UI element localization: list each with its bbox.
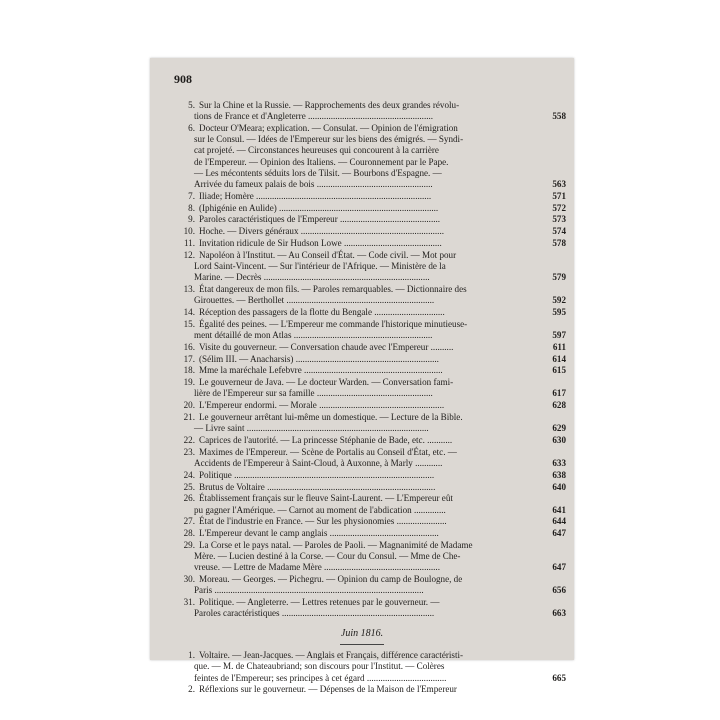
toc-entry-text: sur le Consul. — Idées de l'Empereur sur les biens des émigrés. — Syndi- bbox=[194, 134, 464, 145]
toc-entry bbox=[177, 684, 549, 695]
toc-entry-line bbox=[177, 261, 549, 272]
toc-entry-line bbox=[177, 203, 549, 214]
toc-entry bbox=[177, 400, 566, 411]
toc-entry-line bbox=[177, 365, 549, 376]
toc-entry-line bbox=[177, 111, 549, 122]
toc-entry-page: 558 bbox=[552, 111, 566, 122]
toc-entry-text: Le gouverneur arrêtant lui-même un domestique. — Lecture de la Bible. bbox=[199, 412, 463, 422]
toc-entry-page: 644 bbox=[552, 516, 566, 527]
toc-entry-line bbox=[177, 100, 549, 111]
toc-entry bbox=[177, 123, 566, 190]
toc-entry-text: La Corse et le pays natal. — Paroles de Paoli. — Magnanimité de Madame bbox=[199, 540, 473, 550]
toc-entry-page: 574 bbox=[552, 226, 566, 237]
toc-entry-text: Iliade; Homère ............................................................................. bbox=[199, 190, 432, 201]
toc-entry-number: 20. bbox=[183, 400, 195, 411]
toc-entry-page: 578 bbox=[552, 238, 566, 248]
toc-entry-text: (Iphigénie en Aulide) ...................................................................... bbox=[199, 202, 439, 213]
toc-entry-page: 573 bbox=[552, 214, 566, 225]
toc-entry-line bbox=[177, 458, 549, 469]
toc-entry-number: 30. bbox=[183, 574, 195, 585]
toc-entry-text: de l'Empereur. — Opinion des Italiens. — Couronnement par le Pape. bbox=[194, 156, 449, 167]
toc-entry bbox=[177, 341, 566, 353]
toc-entry-page: 656 bbox=[552, 585, 566, 596]
toc-entry-line bbox=[177, 400, 549, 411]
toc-entry-line bbox=[177, 342, 549, 353]
toc-entry-line bbox=[177, 214, 549, 225]
toc-entry bbox=[177, 353, 566, 365]
toc-entry-line bbox=[177, 226, 549, 237]
toc-entry-line bbox=[177, 551, 549, 562]
toc-entry-text: Politique. — Angleterre. — Lettres retenues par le gouverneur. — bbox=[199, 597, 440, 608]
toc-entry-text: Caprices de l'autorité. — La princesse Stéphanie de Bade, etc. ........... bbox=[199, 435, 453, 445]
toc-entry-text: vreuse. — Lettre de Madame Mère ................................................... bbox=[194, 562, 440, 573]
toc-entry-text: Voltaire. — Jean-Jacques. — Anglais et Français, différence caractéristi- bbox=[199, 650, 464, 661]
toc-entry-line bbox=[177, 319, 549, 330]
toc-entry-page: 628 bbox=[552, 400, 566, 411]
toc-entry-number: 2. bbox=[188, 684, 195, 695]
toc-entry-text: Établissement français sur le fleuve Saint-Laurent. — L'Empereur eût bbox=[199, 493, 453, 504]
toc-entry-text: Égalité des peines. — L'Empereur me commande l'historique minutieuse- bbox=[199, 318, 468, 329]
toc-entry-text: tions de France et d'Angleterre ....................................................... bbox=[194, 111, 434, 122]
toc-entry bbox=[177, 249, 566, 284]
toc-entry bbox=[177, 284, 566, 306]
toc-entry bbox=[177, 516, 566, 527]
toc-entry-number: 17. bbox=[183, 353, 195, 364]
toc-entry-line bbox=[177, 145, 549, 156]
toc-entry-text: Paroles caractéristiques de l'Empereur ............................................ bbox=[199, 214, 441, 225]
toc-entry-page: 615 bbox=[552, 365, 566, 376]
toc-entry bbox=[177, 650, 566, 684]
toc-entry-number: 23. bbox=[183, 446, 195, 457]
toc-entry-page: 633 bbox=[552, 458, 566, 468]
toc-entry-text: cat projeté. — Circonstances heureuses qui concourent à la carrière bbox=[194, 145, 439, 156]
month-heading: Juin 1816. bbox=[340, 628, 384, 640]
toc-entry-number: 19. bbox=[183, 377, 195, 388]
toc-entry-number: 14. bbox=[183, 307, 195, 317]
toc-entry bbox=[177, 190, 566, 202]
toc-entry-line bbox=[177, 608, 549, 619]
toc-entry-number: 28. bbox=[183, 528, 195, 539]
toc-entry-line bbox=[177, 134, 549, 145]
toc-entry-line bbox=[177, 191, 549, 202]
toc-entry-text: Réception des passagers de la flotte du Bengale ............................... bbox=[199, 307, 445, 317]
toc-entry-text: que. — M. de Chateaubriand; son discours pour l'Institut. — Colères bbox=[194, 661, 445, 672]
toc-entry-text: Invitation ridicule de Sir Hudson Lowe ........................................... bbox=[199, 238, 442, 248]
toc-entry-line bbox=[177, 179, 549, 190]
toc-entry-text: — Les mécontents séduits lors de Tilsit. — Bourbons d'Espagne. — bbox=[194, 167, 442, 178]
toc-entry-number: 10. bbox=[183, 226, 195, 237]
toc-entry-line bbox=[177, 661, 549, 672]
toc-entry bbox=[177, 365, 566, 376]
toc-entry-text: Girouettes. — Berthollet ................................................................. bbox=[194, 295, 435, 306]
toc-entry bbox=[177, 528, 566, 539]
toc-entry-text: pu gagner l'Amérique. — Carnot au moment de l'abdication .............. bbox=[194, 504, 446, 515]
toc-entry-text: Sur la Chine et la Russie. — Rapprochements des deux grandes révolu- bbox=[199, 100, 460, 110]
toc-entry-text: Brutus de Voltaire .......................................................................... bbox=[199, 481, 436, 492]
page-number: 908 bbox=[174, 72, 192, 86]
toc-entry-text: Politique ........................................................................................ bbox=[199, 469, 435, 480]
toc-entry bbox=[177, 202, 566, 214]
toc-entry-line bbox=[177, 157, 549, 168]
toc-entry-line bbox=[177, 330, 549, 341]
toc-entry bbox=[177, 493, 566, 515]
toc-entry-number: 22. bbox=[183, 435, 195, 445]
toc-entry-text: Lord Saint-Vincent. — Sur l'intérieur de l'Afrique. — Ministère de la bbox=[194, 261, 446, 271]
toc-entry-number: 18. bbox=[183, 365, 195, 376]
toc-entry-text: Mère. — Lucien destiné à la Corse. — Cour du Consul. — Mme de Che- bbox=[194, 551, 461, 562]
toc-entry-text: État dangereux de mon fils. — Paroles remarquables. — Dictionnaire des bbox=[199, 284, 467, 294]
toc-entry-page: 617 bbox=[552, 388, 566, 399]
toc-entry-number: 8. bbox=[188, 202, 195, 213]
toc-entry bbox=[177, 238, 566, 249]
toc-entry-page: 592 bbox=[552, 295, 566, 306]
toc-entry bbox=[177, 574, 566, 596]
toc-entry-line bbox=[177, 423, 549, 434]
toc-entry-text: État de l'industrie en France. — Sur les physionomies ...................... bbox=[199, 516, 447, 527]
toc-entry bbox=[177, 540, 566, 574]
toc-entry-line bbox=[177, 412, 549, 423]
toc-entry-number: 15. bbox=[183, 318, 195, 329]
toc-entry bbox=[177, 214, 566, 225]
toc-entry-line bbox=[177, 673, 549, 684]
book-page bbox=[150, 58, 574, 695]
toc-entry-number: 12. bbox=[183, 249, 195, 260]
toc-entry-line bbox=[177, 307, 549, 318]
toc-entry bbox=[177, 469, 566, 481]
toc-entry-text: (Sélim III. — Anacharsis) ............................................................... bbox=[199, 353, 439, 364]
toc-entry-text: Hoche. — Divers généraux ............................................................... bbox=[199, 226, 444, 237]
toc-entry-number: 26. bbox=[183, 493, 195, 504]
toc-entry-text: Moreau. — Georges. — Pichegru. — Opinion du camp de Boulogne, de bbox=[199, 574, 463, 585]
table-of-contents bbox=[150, 58, 574, 695]
toc-entry-page: 611 bbox=[552, 341, 566, 352]
toc-entry-line bbox=[177, 585, 549, 596]
toc-entry-page: 647 bbox=[552, 528, 566, 539]
toc-entry-number: 1. bbox=[188, 650, 195, 661]
toc-entry-line bbox=[177, 250, 549, 261]
toc-entry-line bbox=[177, 684, 549, 695]
toc-entry-page: 614 bbox=[552, 353, 566, 364]
toc-entry-text: Mme la maréchale Lefebvre ............................................................. bbox=[199, 365, 443, 376]
toc-entry-line bbox=[177, 650, 549, 661]
toc-entry-text: Paris ............................................................................................ bbox=[194, 585, 424, 596]
toc-entry-text: Napoléon à l'Institut. — Au Conseil d'État. — Code civil. — Mot pour bbox=[199, 249, 457, 260]
toc-entry-page: 579 bbox=[552, 272, 566, 283]
toc-entry-number: 25. bbox=[183, 481, 195, 492]
toc-entry bbox=[177, 226, 566, 237]
toc-entry-number: 9. bbox=[188, 214, 195, 225]
toc-entry-number: 6. bbox=[188, 123, 195, 133]
toc-entry bbox=[177, 318, 566, 341]
toc-entry-number: 16. bbox=[183, 341, 195, 352]
toc-entry-text: Réflexions sur le gouverneur. — Dépenses de la Maison de l'Empereur bbox=[199, 684, 457, 695]
toc-entry-line bbox=[177, 123, 549, 134]
toc-entry-page: 640 bbox=[552, 481, 566, 492]
toc-entry-number: 5. bbox=[188, 100, 195, 110]
toc-entry-number: 31. bbox=[183, 597, 195, 608]
toc-entry-text: ment détaillé de mon Atlas ............................................................. bbox=[194, 330, 433, 340]
toc-entry-line bbox=[177, 470, 549, 481]
toc-entry-page: 665 bbox=[552, 672, 566, 683]
toc-entry-page: 638 bbox=[552, 469, 566, 480]
toc-entry-line bbox=[177, 528, 549, 539]
toc-entry-text: feintes de l'Empereur; ses principes à cet égard ................................... bbox=[194, 672, 447, 683]
toc-entry-page: 630 bbox=[552, 435, 566, 445]
toc-entry-line bbox=[177, 447, 549, 458]
toc-entry-text: Arrivée du fameux palais de bois ................................................... bbox=[194, 179, 433, 190]
toc-entry-text: Le gouverneur de Java. — Le docteur Warden. — Conversation fami- bbox=[199, 377, 454, 388]
toc-entry bbox=[177, 481, 566, 493]
toc-entry bbox=[177, 307, 566, 318]
toc-entry-page: 563 bbox=[552, 179, 566, 190]
toc-entry-page: 595 bbox=[552, 307, 566, 317]
toc-entry-number: 29. bbox=[183, 540, 195, 550]
toc-entry-page: 641 bbox=[552, 504, 566, 515]
toc-entry-number: 7. bbox=[188, 190, 195, 201]
toc-entry-text: Visite du gouverneur. — Conversation chaude avec l'Empereur .......... bbox=[199, 341, 454, 352]
toc-entry-line bbox=[177, 168, 549, 179]
toc-entry-text: Docteur O'Meara; explication. — Consulat. — Opinion de l'émigration bbox=[199, 123, 458, 133]
toc-entry-number: 11. bbox=[183, 238, 195, 248]
toc-entry-line bbox=[177, 505, 549, 516]
toc-entry-line bbox=[177, 540, 549, 551]
toc-entry bbox=[177, 597, 566, 619]
toc-entry-line bbox=[177, 482, 549, 493]
toc-entry-text: — Livre saint ................................................................................ bbox=[194, 423, 429, 434]
toc-entry-number: 21. bbox=[183, 412, 195, 422]
toc-entry bbox=[177, 377, 566, 399]
toc-entry bbox=[177, 446, 566, 469]
toc-entry-text: L'Empereur endormi. — Morale ....................................................... bbox=[199, 400, 445, 411]
toc-entry-line bbox=[177, 574, 549, 585]
toc-entry-text: lière de l'Empereur sur sa famille ................................................... bbox=[194, 388, 433, 399]
toc-entry-page: 572 bbox=[552, 202, 566, 213]
toc-entry-page: 647 bbox=[552, 562, 566, 573]
toc-entry-line bbox=[177, 597, 549, 608]
toc-entry-line bbox=[177, 272, 549, 283]
toc-entry-line bbox=[177, 493, 549, 504]
toc-entry-line bbox=[177, 516, 549, 527]
toc-entry-text: Accidents de l'Empereur à Saint-Cloud, à Auxonne, à Marly ............ bbox=[194, 458, 443, 468]
toc-entry bbox=[177, 100, 566, 122]
toc-entry-page: 571 bbox=[552, 190, 566, 201]
toc-entry-text: Maximes de l'Empereur. — Scène de Portalis au Conseil d'État, etc. — bbox=[199, 446, 457, 457]
toc-entry-text: Paroles caractéristiques ................................................................... bbox=[194, 608, 435, 619]
toc-entry-number: 27. bbox=[183, 516, 195, 527]
toc-entry-line bbox=[177, 284, 549, 295]
toc-entry-line bbox=[177, 377, 549, 388]
toc-entry-line bbox=[177, 562, 549, 573]
toc-entry-page: 629 bbox=[552, 423, 566, 434]
toc-entry-number: 13. bbox=[183, 284, 195, 294]
toc-entry-text: Marine. — Decrès ......................................................................... bbox=[194, 272, 430, 283]
toc-entry-page: 597 bbox=[552, 330, 566, 340]
toc-entry-line bbox=[177, 238, 549, 249]
toc-entry-number: 24. bbox=[183, 469, 195, 480]
toc-entry-line bbox=[177, 295, 549, 306]
toc-entry-line bbox=[177, 435, 549, 446]
toc-entry bbox=[177, 435, 566, 446]
toc-entry-page: 663 bbox=[552, 608, 566, 619]
toc-entry-line bbox=[177, 354, 549, 365]
toc-entry bbox=[177, 412, 566, 434]
toc-entry-text: L'Empereur devant le camp anglais ................................................ bbox=[199, 528, 439, 539]
section-rule bbox=[340, 644, 384, 645]
toc-entry-line bbox=[177, 388, 549, 399]
